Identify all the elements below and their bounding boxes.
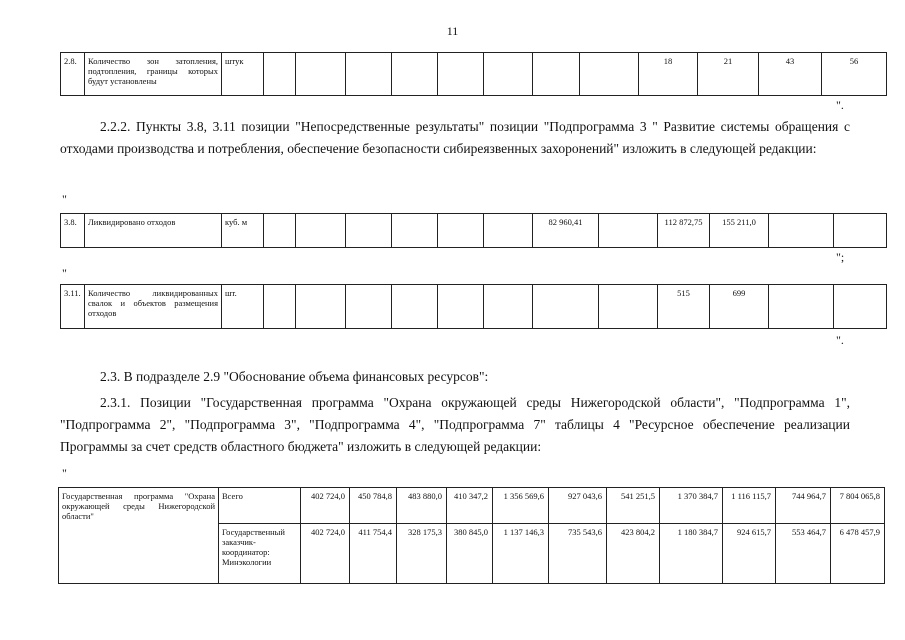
value-cell xyxy=(392,214,438,248)
value-cell xyxy=(438,214,484,248)
value-cell: 450 784,8 xyxy=(350,488,397,524)
value-cell: 924 615,7 xyxy=(723,524,776,584)
value-cell: 1 116 115,7 xyxy=(723,488,776,524)
opening-quote: " xyxy=(62,266,67,280)
value-cell xyxy=(533,285,599,329)
value-cell xyxy=(580,53,639,96)
value-cell: 18 xyxy=(639,53,698,96)
opening-quote: " xyxy=(62,192,67,206)
value-cell xyxy=(484,285,533,329)
value-cell: 1 180 384,7 xyxy=(660,524,723,584)
value-cell: 43 xyxy=(759,53,822,96)
value-cell: 699 xyxy=(710,285,769,329)
value-cell: 380 845,0 xyxy=(447,524,493,584)
value-cell xyxy=(484,214,533,248)
value-cell xyxy=(346,214,392,248)
unit: штук xyxy=(222,53,264,96)
value-cell xyxy=(438,285,484,329)
value-cell xyxy=(346,53,392,96)
value-cell xyxy=(392,285,438,329)
program-name: Государственная программа "Охрана окружающей среды Нижегородской области" xyxy=(59,488,219,584)
indicator-name: Количество зон затопления, подтопления, границы которых будут установлены xyxy=(85,53,222,96)
value-cell xyxy=(834,214,887,248)
value-cell: 112 872,75 xyxy=(658,214,710,248)
value-cell: 423 804,2 xyxy=(607,524,660,584)
value-cell xyxy=(296,214,346,248)
value-cell xyxy=(346,285,392,329)
closing-quote: ". xyxy=(836,98,844,112)
value-cell: 927 043,6 xyxy=(549,488,607,524)
value-cell: 410 347,2 xyxy=(447,488,493,524)
value-cell: 1 356 569,6 xyxy=(493,488,549,524)
value-cell: 7 804 065,8 xyxy=(831,488,885,524)
table-row-3-8 xyxy=(60,213,887,248)
closing-quote: "; xyxy=(836,250,845,264)
row-number: 2.8. xyxy=(61,53,85,96)
value-cell: 411 754,4 xyxy=(350,524,397,584)
value-cell: 744 964,7 xyxy=(776,488,831,524)
value-cell xyxy=(533,53,580,96)
value-cell xyxy=(484,53,533,96)
unit: шт. xyxy=(222,285,264,329)
paragraph-2-3-1: 2.3.1. Позиции "Государственная программа "Охрана окружающей среды Нижегородской области", "Подпрограмма 1", "Подпрограмма 2", "Подпрограмма 3", "Подпрограмма 4", "Подпрограмма 7" таблицы 4 "Ресурсное обеспечение реализации Программы за счет средств областного бюджета" изложить в следующей редакции: xyxy=(60,395,850,454)
value-cell: 1 370 384,7 xyxy=(660,488,723,524)
row-number: 3.11. xyxy=(61,285,85,329)
value-cell: 483 880,0 xyxy=(397,488,447,524)
value-cell: 402 724,0 xyxy=(301,488,350,524)
opening-quote: " xyxy=(62,466,67,480)
value-cell: 82 960,41 xyxy=(533,214,599,248)
row-label: Всего xyxy=(219,488,301,524)
value-cell: 402 724,0 xyxy=(301,524,350,584)
page-number: 11 xyxy=(446,24,459,38)
value-cell: 6 478 457,9 xyxy=(831,524,885,584)
resource-table xyxy=(58,487,885,584)
value-cell: 328 175,3 xyxy=(397,524,447,584)
table-row-2-8 xyxy=(60,52,887,96)
value-cell: 56 xyxy=(822,53,887,96)
indicator-name: Ликвидировано отходов xyxy=(85,214,222,248)
value-cell xyxy=(769,214,834,248)
row-label: Государственный заказчик-координатор: Минэкологии xyxy=(219,524,301,584)
table-row-3-11 xyxy=(60,284,887,329)
value-cell: 155 211,0 xyxy=(710,214,769,248)
closing-quote: ". xyxy=(836,333,844,347)
value-cell xyxy=(392,53,438,96)
row-number: 3.8. xyxy=(61,214,85,248)
value-cell xyxy=(769,285,834,329)
value-cell xyxy=(296,285,346,329)
table-row xyxy=(59,488,885,524)
value-cell: 735 543,6 xyxy=(549,524,607,584)
value-cell: 515 xyxy=(658,285,710,329)
unit: куб. м xyxy=(222,214,264,248)
value-cell: 1 137 146,3 xyxy=(493,524,549,584)
paragraph-2-2-2: 2.2.2. Пункты 3.8, 3.11 позиции "Непосредственные результаты" позиции "Подпрограмма 3 " Развитие системы обращения с отходами производства и потребления, обеспечение безопасности сибиреязвенных захоронений" изложить в следующей редакции: xyxy=(60,119,850,156)
value-cell: 541 251,5 xyxy=(607,488,660,524)
value-cell xyxy=(599,285,658,329)
value-cell xyxy=(296,53,346,96)
paragraph-2-3: 2.3. В подразделе 2.9 "Обоснование объема финансовых ресурсов": xyxy=(100,369,489,384)
value-cell xyxy=(834,285,887,329)
value-cell xyxy=(599,214,658,248)
value-cell: 553 464,7 xyxy=(776,524,831,584)
value-cell xyxy=(438,53,484,96)
indicator-name: Количество ликвидированных свалок и объектов размещения отходов xyxy=(85,285,222,329)
value-cell: 21 xyxy=(698,53,759,96)
